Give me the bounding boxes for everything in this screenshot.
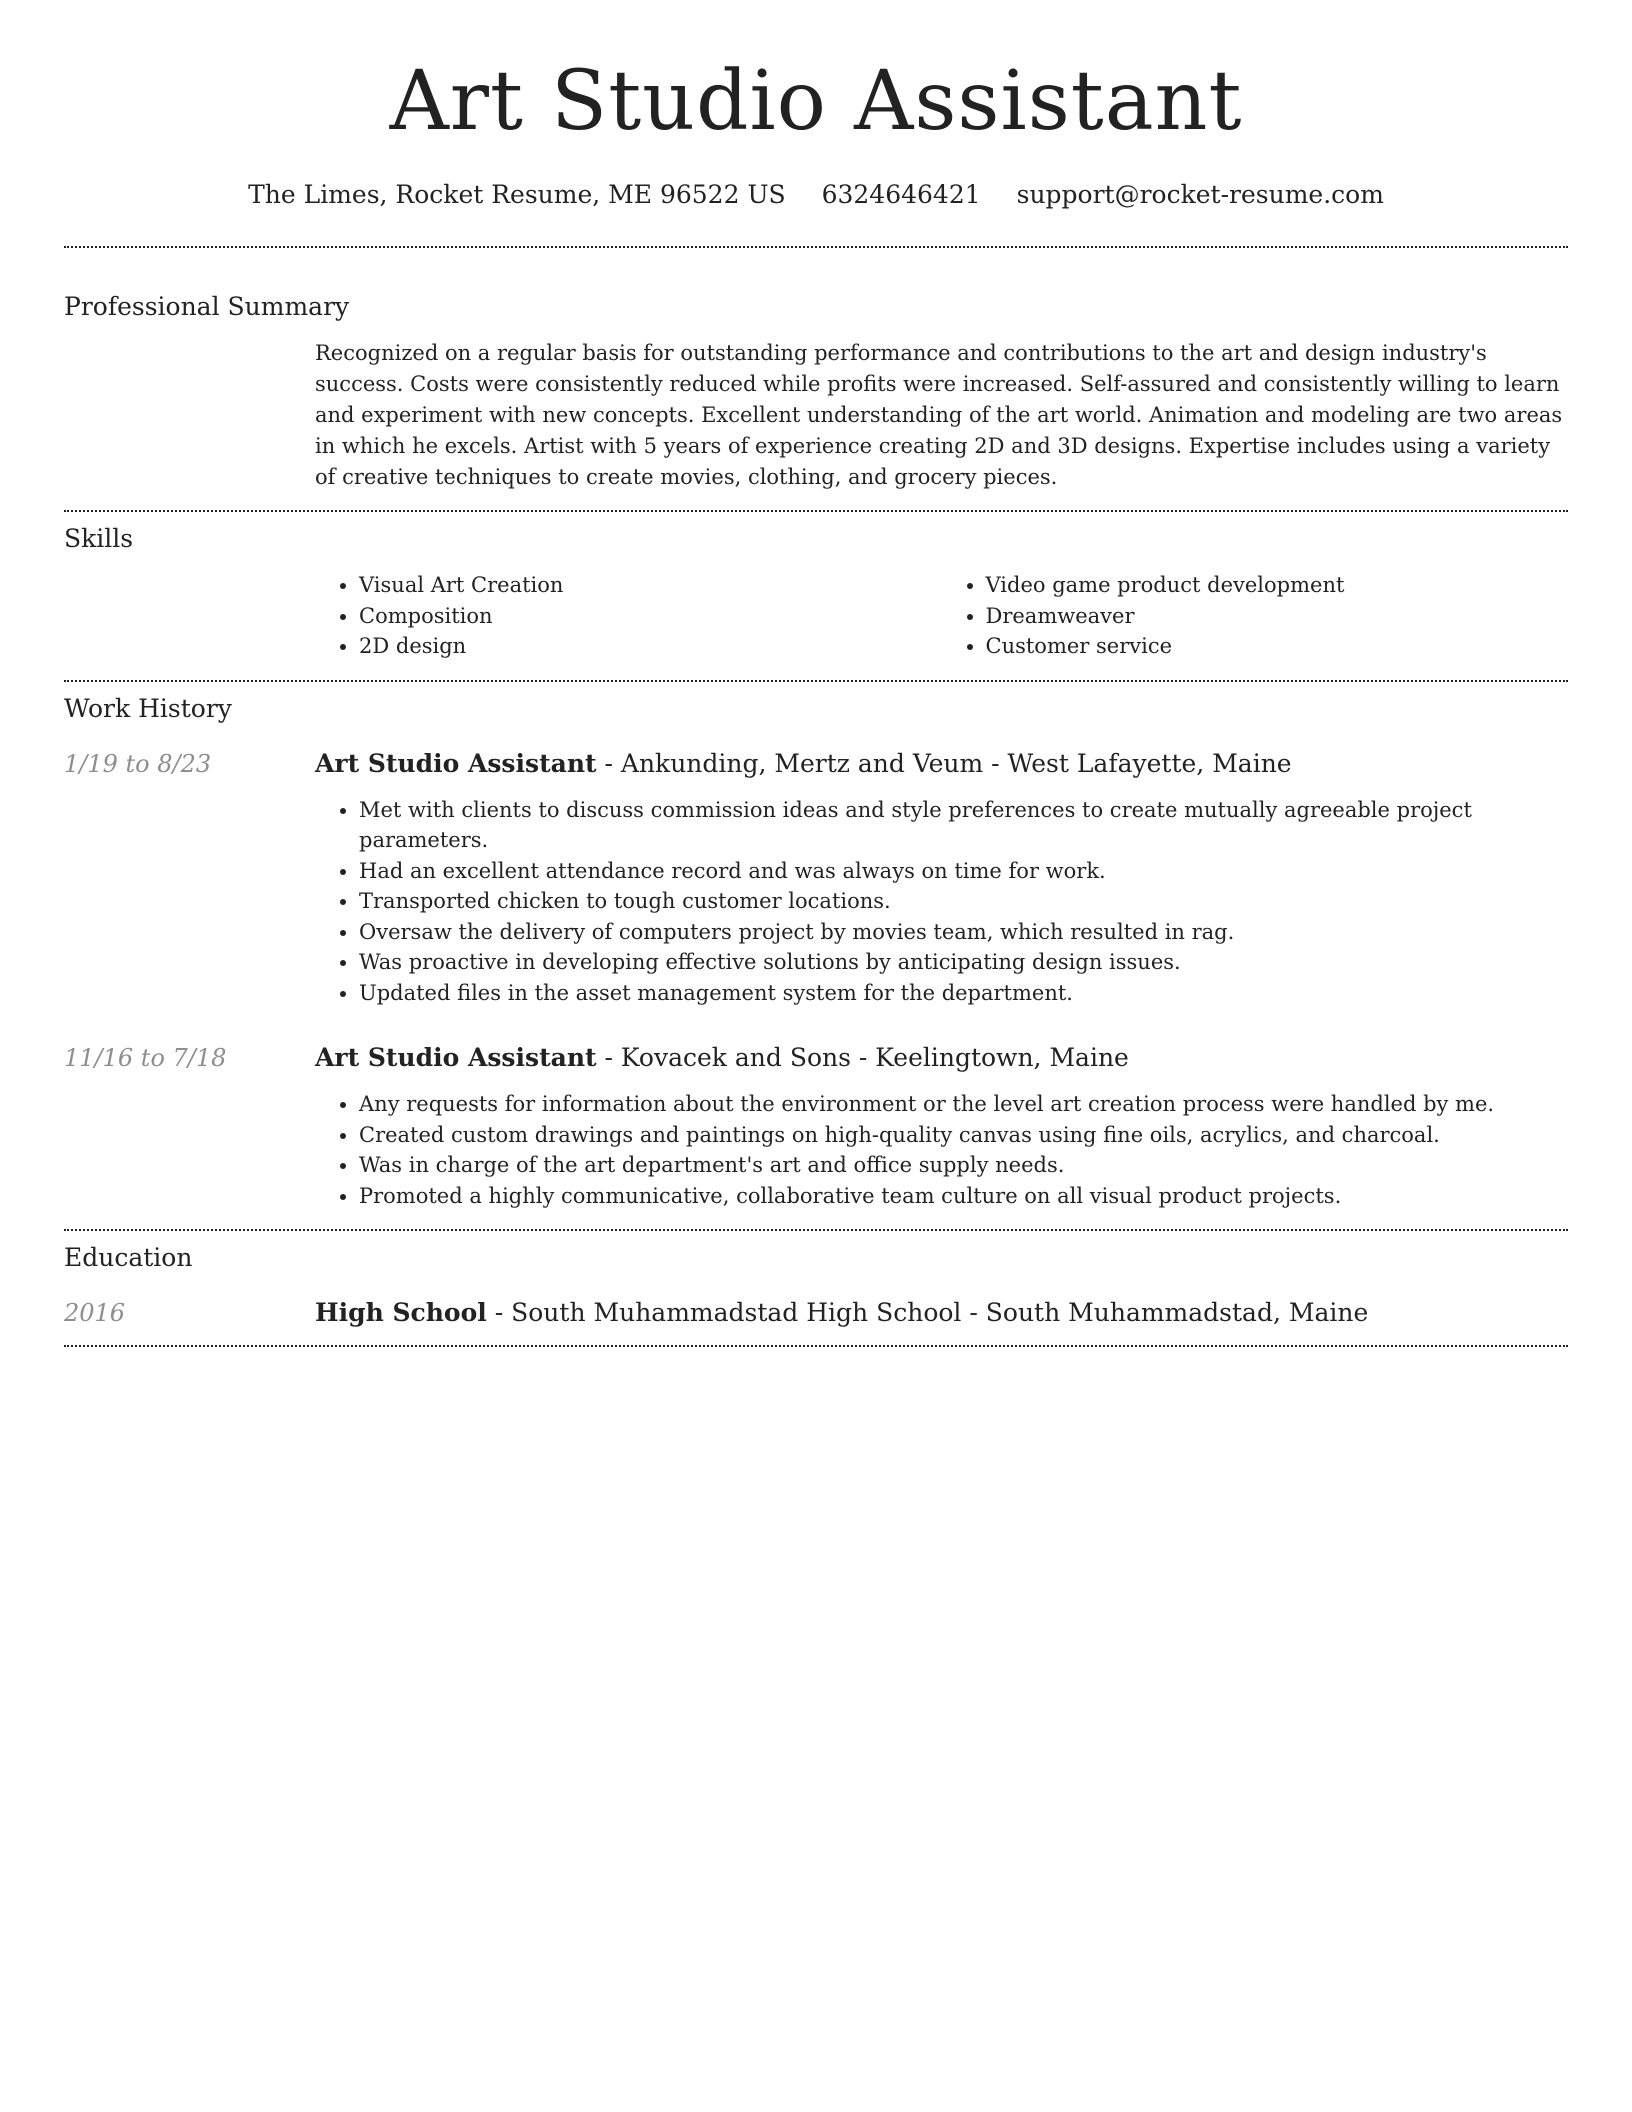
section-title-work: Work History [64, 693, 232, 723]
contact-phone: 6324646421 [821, 180, 981, 209]
skills-section [64, 524, 1568, 662]
skill-item: • Visual Art Creation [359, 570, 942, 601]
job-dates: 11/16 to 7/18 [64, 1044, 227, 1072]
job-entry [64, 1042, 1568, 1211]
job-bullets [315, 795, 1568, 1009]
summary-text: Recognized on a regular basis for outstanding performance and contributions to the art and design industry's success. Costs were consistently reduced while profits were increased. Self-assured and consistently willing to learn and experiment with new concepts. Excellent understanding of the art world. Animation and modeling are two areas in which he excels. Artist with 5 years of experience creating 2D and 3D designs. Expertise includes using a variety of creative techniques to create movies, clothing, and grocery pieces. [315, 341, 1563, 489]
education-title [315, 1297, 1568, 1329]
job-dates: 1/19 to 8/23 [64, 749, 212, 778]
job-role: Art Studio Assistant [315, 1043, 597, 1072]
skill-item: • Composition [359, 601, 942, 632]
skill-item: • Dreamweaver [986, 601, 1569, 632]
contact-line [64, 180, 1568, 210]
divider [64, 680, 1568, 682]
divider [64, 246, 1568, 248]
job-role: Art Studio Assistant [315, 748, 597, 778]
contact-address: The Limes, Rocket Resume, ME 96522 US [248, 180, 786, 209]
divider [64, 510, 1568, 512]
job-title [315, 1042, 1568, 1074]
divider [64, 1345, 1568, 1347]
job-bullet: • Was proactive in developing effective solutions by anticipating design issues. [359, 947, 1568, 978]
job-bullet: • Met with clients to discuss commission ideas and style preferences to create mutually agreeable project parameters. [359, 795, 1568, 856]
job-bullet: • Had an excellent attendance record and was always on time for work. [359, 856, 1568, 887]
job-bullet: • Any requests for information about the environment or the level art creation process were handled by me. [359, 1089, 1568, 1120]
job-bullets [315, 1089, 1568, 1211]
education-degree: High School [315, 1298, 487, 1327]
skill-item: • 2D design [359, 631, 942, 662]
job-bullet: • Oversaw the delivery of computers project by movies team, which resulted in rag. [359, 917, 1568, 948]
job-title [315, 748, 1568, 780]
section-title-education: Education [64, 1243, 193, 1272]
section-title-summary: Professional Summary [64, 292, 350, 321]
education-entry [64, 1297, 1568, 1329]
divider [64, 1229, 1568, 1231]
summary-section [64, 292, 1568, 493]
job-bullet: • Created custom drawings and paintings on high-quality canvas using fine oils, acrylics, and charcoal. [359, 1120, 1568, 1151]
job-bullet: • Transported chicken to tough customer locations. [359, 886, 1568, 917]
job-employer: - Ankunding, Mertz and Veum - West Lafayette, Maine [596, 748, 1292, 778]
education-date: 2016 [64, 1299, 126, 1327]
education-school: - South Muhammadstad High School - South Muhammadstad, Maine [486, 1298, 1369, 1327]
job-entry [64, 748, 1568, 1009]
contact-email: support@rocket-resume.com [1016, 180, 1384, 209]
skill-item: • Video game product development [986, 570, 1569, 601]
skill-item: • Customer service [986, 631, 1569, 662]
job-bullet: • Was in charge of the art department's art and office supply needs. [359, 1150, 1568, 1181]
job-bullet: • Promoted a highly communicative, collaborative team culture on all visual product projects. [359, 1181, 1568, 1212]
skills-list-left [315, 570, 942, 662]
skills-list-right [942, 570, 1569, 662]
education-section [64, 1243, 1568, 1329]
job-employer: - Kovacek and Sons - Keelingtown, Maine [596, 1043, 1129, 1072]
resume-name: Art Studio Assistant [389, 54, 1243, 149]
job-bullet: • Updated files in the asset management system for the department. [359, 978, 1568, 1009]
work-section [64, 694, 1568, 1212]
section-title-skills: Skills [64, 524, 134, 553]
